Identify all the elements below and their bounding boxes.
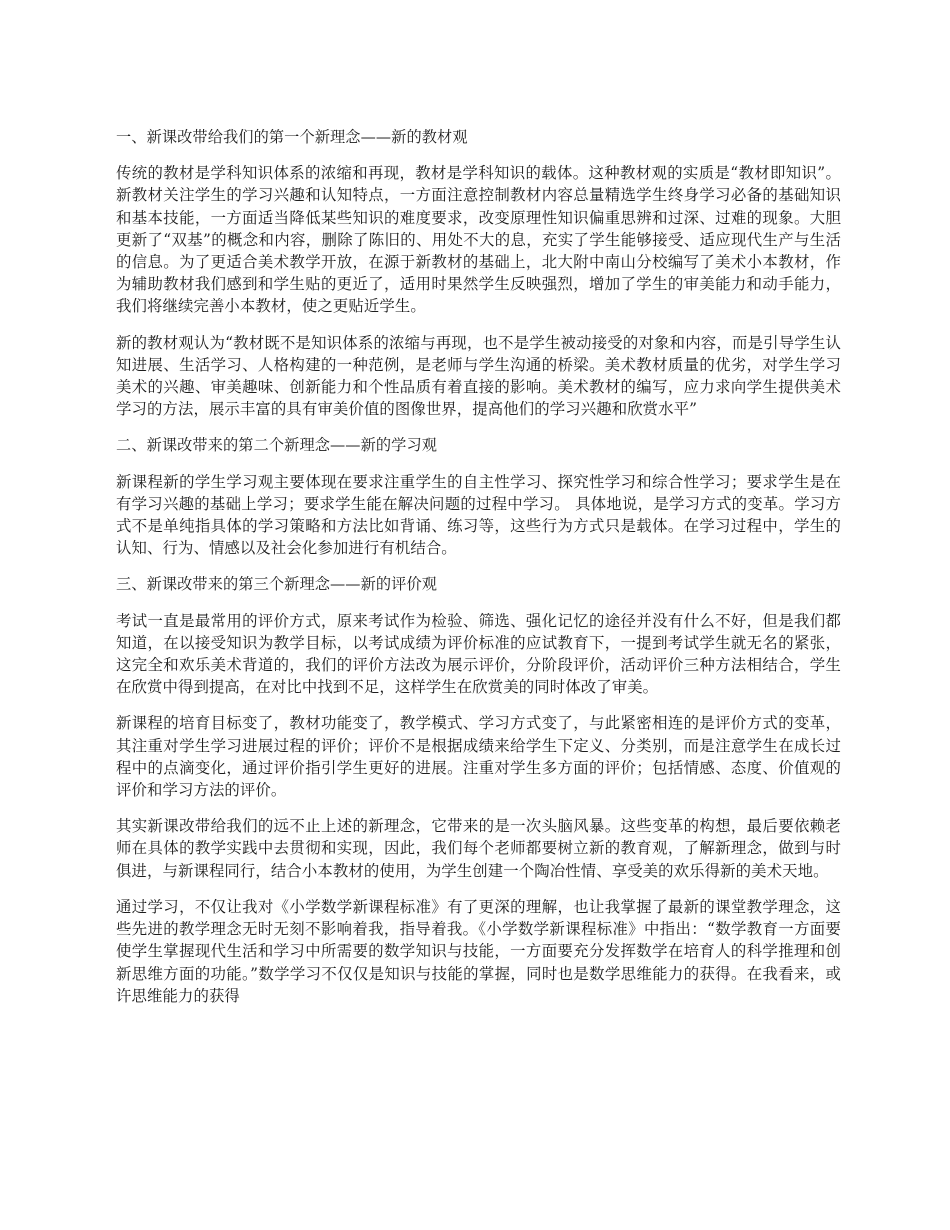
section-heading-1: 一、新课改带给我们的第一个新理念——新的教材观	[116, 128, 468, 146]
paragraph-4: 考试一直是最常用的评价方式，原来考试作为检验、筛选、强化记忆的途径并没有什么不好，但是我们都知道，在以接受知识为教学目标，以考试成绩为评价标准的应试教育下，一提到考试学生就无名的紧张，这完全和欢乐美术背道的，我们的评价方法改为展示评价，分阶段评价，活动评价三种方法相结合，学生在欣赏中得到提高，在对比中找到不足，这样学生在欣赏美的同时体改了审美。	[116, 611, 841, 697]
paragraph-7: 通过学习，不仅让我对《小学数学新课程标准》有了更深的理解，也让我掌握了最新的课堂教学理念，这些先进的教学理念无时无刻不影响着我，指导着我。《小学数学新课程标准》中指出：“数学教育一方面要使学生掌握现代生活和学习中所需要的数学知识与技能，一方面要充分发挥数学在培育人的科学推理和创新思维方面的功能。”数学学习不仅仅是知识与技能的掌握，同时也是数学思维能力的获得。在我看来，或许思维能力的获得	[116, 897, 841, 1005]
document-body	[116, 126, 841, 1021]
section-heading-2: 二、新课改带来的第二个新理念——新的学习观	[116, 436, 438, 455]
section-heading-3: 三、新课改带来的第三个新理念——新的评价观	[116, 575, 438, 594]
paragraph-1: 传统的教材是学科知识体系的浓缩和再现，教材是学科知识的载体。这种教材观的实质是“教材即知识”。新教材关注学生的学习兴趣和认知特点，一方面注意控制教材内容总量精选学生终身学习必备的基础知识和基本技能，一方面适当降低某些知识的难度要求，改变原理性知识偏重思辨和过深、过难的现象。大胆更新了“双基”的概念和内容，删除了陈旧的、用处不大的息，充实了学生能够接受、适应现代生产与生活的信息。为了更适合美术教学开放，在源于新教材的基础上，北大附中南山分校编写了美术小本教材，作为辅助教材我们感到和学生贴的更近了，适用时果然学生反映强烈，增加了学生的审美能力和动手能力，我们将继续完善小本教材，使之更贴近学生。	[116, 164, 841, 316]
paragraph-5: 新课程的培育目标变了，教材功能变了，教学模式、学习方式变了，与此紧密相连的是评价方式的变革，其注重对学生学习进展过程的评价；评价不是根据成绩来给学生下定义、分类别，而是注意学生在成长过程中的点滴变化，通过评价指引学生更好的进展。注重对学生多方面的评价；包括情感、态度、价值观的评价和学习方法的评价。	[116, 714, 841, 800]
paragraph-3: 新课程新的学生学习观主要体现在要求注重学生的自主性学习、探究性学习和综合性学习；要求学生是在有学习兴趣的基础上学习；要求学生能在解决问题的过程中学习。 具体地说，是学习方式的变革。学习方式不是单纯指具体的学习策略和方法比如背诵、练习等，这些行为方式只是载体。在学习过程中，学生的认知、行为、情感以及社会化参加进行有机结合。	[116, 472, 841, 558]
paragraph-2: 新的教材观认为“教材既不是知识体系的浓缩与再现，也不是学生被动接受的对象和内容，而是引导学生认知进展、生活学习、人格构建的一种范例，是老师与学生沟通的桥梁。美术教材质量的优劣，对学生学习美术的兴趣、审美趣味、创新能力和个性品质有着直接的影响。美术教材的编写，应力求向学生提供美术学习的方法，展示丰富的具有审美价值的图像世界，提高他们的学习兴趣和欣赏水平”	[116, 333, 841, 419]
paragraph-6: 其实新课改带给我们的远不止上述的新理念，它带来的是一次头脑风暴。这些变革的构想，最后要依赖老师在具体的教学实践中去贯彻和实现，因此，我们每个老师都要树立新的教育观，了解新理念，做到与时俱进，与新课程同行，结合小本教材的使用，为学生创建一个陶冶性情、享受美的欢乐得新的美术天地。	[116, 817, 841, 880]
